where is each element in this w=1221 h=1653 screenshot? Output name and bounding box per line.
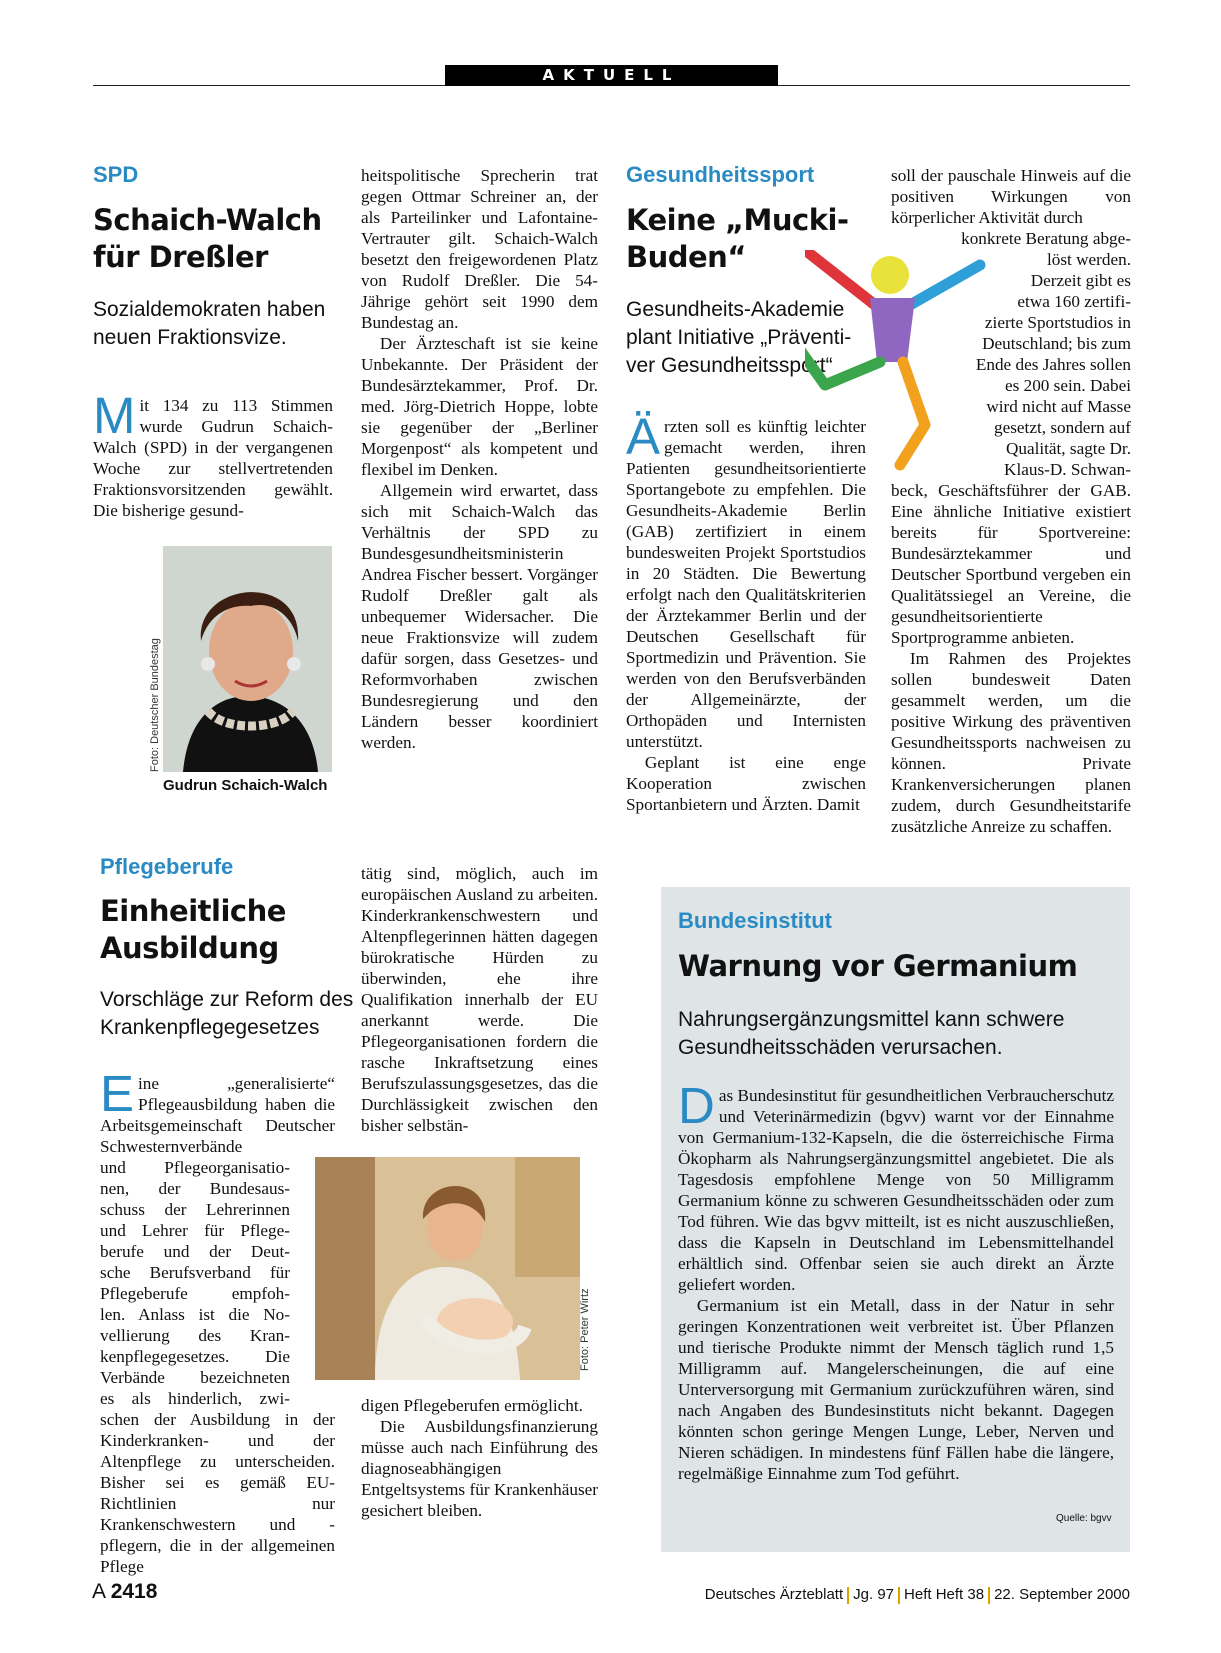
pflege-col2-paragraph-2: Die Ausbildungsfinanzierung müsse auch nach Einführung des diagnoseabhängigen Entgeltsystems für Krankenhäuser gesichert bleiben. <box>361 1417 598 1520</box>
pflege-col1-line: Verbände bezeichneten <box>100 1368 290 1387</box>
sport-col2-line: konkrete Beratung abge- <box>961 229 1131 248</box>
pflege-photo-credit: Foto: Peter Wirtz <box>579 1288 591 1371</box>
journal-date: 22. September 2000 <box>994 1586 1130 1603</box>
pflege-col2-top: tätig sind, möglich, auch im europäischen Ausland zu arbeiten. Kinderkrankenschwestern und Altenpflegerinnen hätten dagegen bürokratische Hürden zu überwinden, ehe ihre Qualifikation innerhalb der EU anerkannt werde. Die Pflegeorganisationen fordern die rasche Inkraftsetzung eines Berufszulassungsgesetzes, das die Durchlässigkeit zwischen den bisher selbstän- <box>361 864 598 1135</box>
spd-kicker: SPD <box>93 162 139 187</box>
pflege-col1-line: und Lehrer für Pflege- <box>100 1221 290 1240</box>
journal-footer <box>705 1586 1130 1604</box>
germanium-paragraph-1 <box>678 1077 1114 1295</box>
sport-headline-line-2: Buden“ <box>626 240 746 274</box>
spd-subhead <box>93 296 325 352</box>
pflege-col1-top: ine „generalisierte“ Pflegeausbildung haben die Arbeitsgemeinschaft Deutscher Schwesternverbände <box>100 1074 335 1156</box>
spd-body-col-2 <box>361 165 598 753</box>
spd-col2-paragraph-3: Allgemein wird erwartet, dass sich mit Schaich-Walch das Verhältnis der SPD zu Bundesgesundheitsministerin Andrea Fischer bessert. Vorgänger Rudolf Dreßler galt als unbequemer Widersacher. Die neue Fraktionsvize will zudem dafür sorgen, dass Gesetzes- und Reformvorhaben zwischen Bundesregierung und den Ländern besser koordiniert werden. <box>361 481 598 752</box>
sport-body-col-2 <box>891 165 1131 837</box>
footer-separator <box>847 1587 849 1604</box>
pflege-col1-line: berufe und der Deut- <box>100 1242 290 1261</box>
germanium-kicker: Bundesinstitut <box>678 908 832 933</box>
page-prefix: A <box>92 1580 105 1603</box>
sport-headline-line-1: Keine „Mucki- <box>626 203 849 237</box>
spd-body-col-1 <box>93 387 333 521</box>
pflege-headline-line-1: Einheitliche <box>100 894 286 928</box>
germanium-source: Quelle: bgvv <box>1056 1513 1112 1524</box>
pflege-col1-line: sche Berufsverband für <box>100 1263 290 1282</box>
pflege-body-col-1 <box>100 1065 335 1577</box>
portrait-illustration <box>163 546 332 772</box>
pflege-col2-paragraph-1: digen Pflegeberufen ermöglicht. <box>361 1396 583 1415</box>
sport-col2-line: Ende des Jahres sollen <box>975 355 1131 374</box>
spd-col1-text: it 134 zu 113 Stimmen wurde Gudrun Schaich-Walch (SPD) in der vergangenen Woche zur stellvertretenden Fraktionsvorsitzenden gewählt. Die bisherige gesund- <box>93 396 333 520</box>
pflege-col1-bottom: schen der Ausbildung in der Kinderkranken- und der Altenpflege zu unterscheiden. Bisher sei es gemäß EU-Richtlinien nur Krankenschwestern und -pflegern, die in der allgemeinen Pflege <box>100 1410 335 1576</box>
footer-separator <box>988 1587 990 1604</box>
germanium-subhead-line-1: Nahrungsergänzungsmittel kann schwere <box>678 1008 1065 1031</box>
germanium-p1-text: as Bundesinstitut für gesundheitlichen Verbraucherschutz und Veterinärmedizin (bgvv) warnt vor der Einnahme von Germanium-132-Kapseln, die die österreichische Firma Ökopharm als Nahrungsergänzungsmittel angebietet. Die als Tagesdosis empfohlene Menge von 50 Milligramm Germanium könne zu schweren Gesundheitsschäden oder zum Tod führen. Wie das bgvv mitteilt, ist es nicht auszuschließen, dass die Kapseln in Deutschland im Lebensmittelhandel erhältlich sind. Offenbar seien sie auch direkt an Ärzte geliefert worden. <box>678 1086 1114 1294</box>
sport-col2-line: löst werden. <box>1046 250 1131 269</box>
sport-dropcap: Ä <box>626 408 661 465</box>
spd-headline-line-1: Schaich-Walch <box>93 203 322 237</box>
pflege-body-col-2-top <box>361 863 598 1136</box>
sport-col2-line: wird nicht auf Masse <box>986 397 1131 416</box>
pflege-col1-line: und Pflegeorganisatio- <box>100 1158 290 1177</box>
page-number-value: 2418 <box>110 1580 158 1603</box>
pflege-col1-line: Pflegeberufe empfoh- <box>100 1284 290 1303</box>
spd-subhead-line-1: Sozialdemokraten haben <box>93 298 326 321</box>
pflege-col1-line: nen, der Bundesaus- <box>100 1179 290 1198</box>
spd-col2-paragraph-2: Der Ärzteschaft ist sie keine Unbekannte. Der Präsident der Bundesärztekammer, Prof. Dr. med. Jörg-Dietrich Hoppe, lobte sie gegenüber der „Berliner Morgenpost“ als kompetent und flexibel im Denken. <box>361 334 598 479</box>
portrait-photo <box>163 546 332 772</box>
sport-col2-line: zierte Sportstudios in <box>984 313 1131 332</box>
pflege-col1-line: es als hinderlich, zwi- <box>100 1389 290 1408</box>
germanium-dropcap: D <box>678 1077 715 1134</box>
spd-subhead-line-2: neuen Fraktionsvize. <box>93 326 287 349</box>
journal-volume: Jg. 97 <box>853 1586 895 1603</box>
spd-headline-line-2: für Dreßler <box>93 240 268 274</box>
sport-subhead-line-1: Gesundheits-Akademie <box>626 298 845 321</box>
sport-col2-runaround <box>891 228 1131 480</box>
sport-body-col-1 <box>626 408 866 815</box>
spd-col2-paragraph-1: heitspolitische Sprecherin trat gegen Ottmar Schreiner an, der als Parteilinker und Lafontaine-Vertrauter gilt. Schaich-Walch besetzt den freigewordenen Platz von Rudolf Dreßler. Die 54-Jährige gehört seit 1990 dem Bundestag an. <box>361 166 598 332</box>
sport-col2-line: Deutschland; bis zum <box>982 334 1131 353</box>
spd-dropcap: M <box>93 387 136 444</box>
pflege-subhead-line-2: Krankenpflegegesetzes <box>100 1016 320 1039</box>
pflege-kicker: Pflegeberufe <box>100 854 234 879</box>
pflege-headline <box>100 893 286 967</box>
sport-col2-line: Qualität, sagte Dr. <box>1005 439 1131 458</box>
journal-name: Deutsches Ärzteblatt <box>704 1586 844 1603</box>
nurse-photo <box>315 1157 580 1380</box>
sport-subhead-line-3: ver Gesundheitssport“ <box>626 354 833 377</box>
germanium-body <box>678 1077 1114 1484</box>
journal-issue: Heft Heft 38 <box>904 1586 985 1603</box>
sport-subhead-line-2: plant Initiative „Präventi- <box>626 326 852 349</box>
footer-separator <box>898 1587 900 1604</box>
sport-col1-text: rzten soll es künftig leichter gemacht werden, ihren Patienten gesundheitsorientierte Sportangebote zu empfehlen. Die Gesundheits-Akademie Berlin (GAB) zertifiziert in einem bundesweiten Projekt Sportstudios in 20 Städten. Die Bewertung erfolgt nach den Qualitätskriterien der Ärztekammer Berlin und der Deutschen Gesellschaft für Sportmedizin und Prävention. Sie werden von den Berufsverbänden der Allgemeinärzte, der Orthopäden und Internisten unterstützt. <box>626 417 866 751</box>
sport-col1-paragraph-1 <box>626 408 866 752</box>
germanium-headline: Warnung vor Germanium <box>678 949 1078 983</box>
spd-headline <box>93 202 322 276</box>
germanium-paragraph-2: Germanium ist ein Metall, dass in der Natur in sehr geringen Konzentrationen weit verbreitet ist. Über Pflanzen und tierische Produkte nimmt der Mensch täglich rund 1,5 Milligramm auf. Mangelerscheinungen, die auf eine Unterversorgung mit Germanium zurückzuführen wären, sind nach Angaben des Bundesinstituts nicht bekannt. Dagegen könnten schon geringe Mengen Lunge, Leber, Nerven und Nieren schädigen. In mindestens fünf Fällen habe die längere, regelmäßige Einnahme zum Tod geführt. <box>678 1296 1114 1483</box>
sport-col2-line: Derzeit gibt es <box>1030 271 1131 290</box>
pflege-col1-line: schuss der Lehrerinnen <box>100 1200 290 1219</box>
pflege-headline-line-2: Ausbildung <box>100 931 279 965</box>
sport-col2-line: etwa 160 zertifi- <box>1017 292 1131 311</box>
pflege-subhead <box>100 986 353 1042</box>
sport-col1-paragraph-2: Geplant ist eine enge Kooperation zwischen Sportanbietern und Ärzten. Damit <box>626 753 866 814</box>
pflege-col1-line: len. Anlass ist die No- <box>100 1305 290 1324</box>
section-label: AKTUELL <box>445 65 778 86</box>
sport-col2-paragraph-2: Im Rahmen des Projektes sollen bundesweit Daten gesammelt werden, um die positive Wirkung des präventiven Gesundheitssports nachweisen zu können. Private Krankenversicherungen planen zudem, durch Gesundheitstarife zusätzliche Anreize zu schaffen. <box>891 649 1131 836</box>
spd-photo-credit: Foto: Deutscher Bundestag <box>149 638 161 772</box>
nurse-illustration <box>315 1157 580 1380</box>
sport-col2-line: Klaus-D. Schwan- <box>1004 460 1131 479</box>
pflege-body-col-2-bottom <box>361 1395 598 1521</box>
pflege-col1-line: kenpflegegesetzes. Die <box>100 1347 290 1366</box>
pflege-dropcap: E <box>100 1065 135 1122</box>
germanium-subhead-line-2: Gesundheitsschäden verursachen. <box>678 1036 1003 1059</box>
sport-col2-top: soll der pauschale Hinweis auf die positiven Wirkungen von körperlicher Aktivität durch <box>891 166 1131 227</box>
sport-col2-paragraph-1: beck, Geschäftsführer der GAB. Eine ähnliche Initiative existiert bereits für Sportvereine: Bundesärztekammer und Deutscher Sportbund vergeben ein Qualitätssiegel an Vereine, die gesundheitsorientierte Sportprogramme anbieten. <box>891 481 1131 647</box>
pflege-subhead-line-1: Vorschläge zur Reform des <box>100 988 354 1011</box>
spd-photo-caption: Gudrun Schaich-Walch <box>163 777 328 794</box>
page-number <box>92 1580 157 1604</box>
sport-kicker: Gesundheitssport <box>626 162 815 187</box>
pflege-col1-line: vellierung des Kran- <box>100 1326 290 1345</box>
germanium-subhead <box>678 1006 1064 1062</box>
sport-col2-line: es 200 sein. Dabei <box>1004 376 1131 395</box>
sport-col2-line: gesetzt, sondern auf <box>994 418 1131 437</box>
pflege-col1-runaround <box>100 1157 290 1409</box>
